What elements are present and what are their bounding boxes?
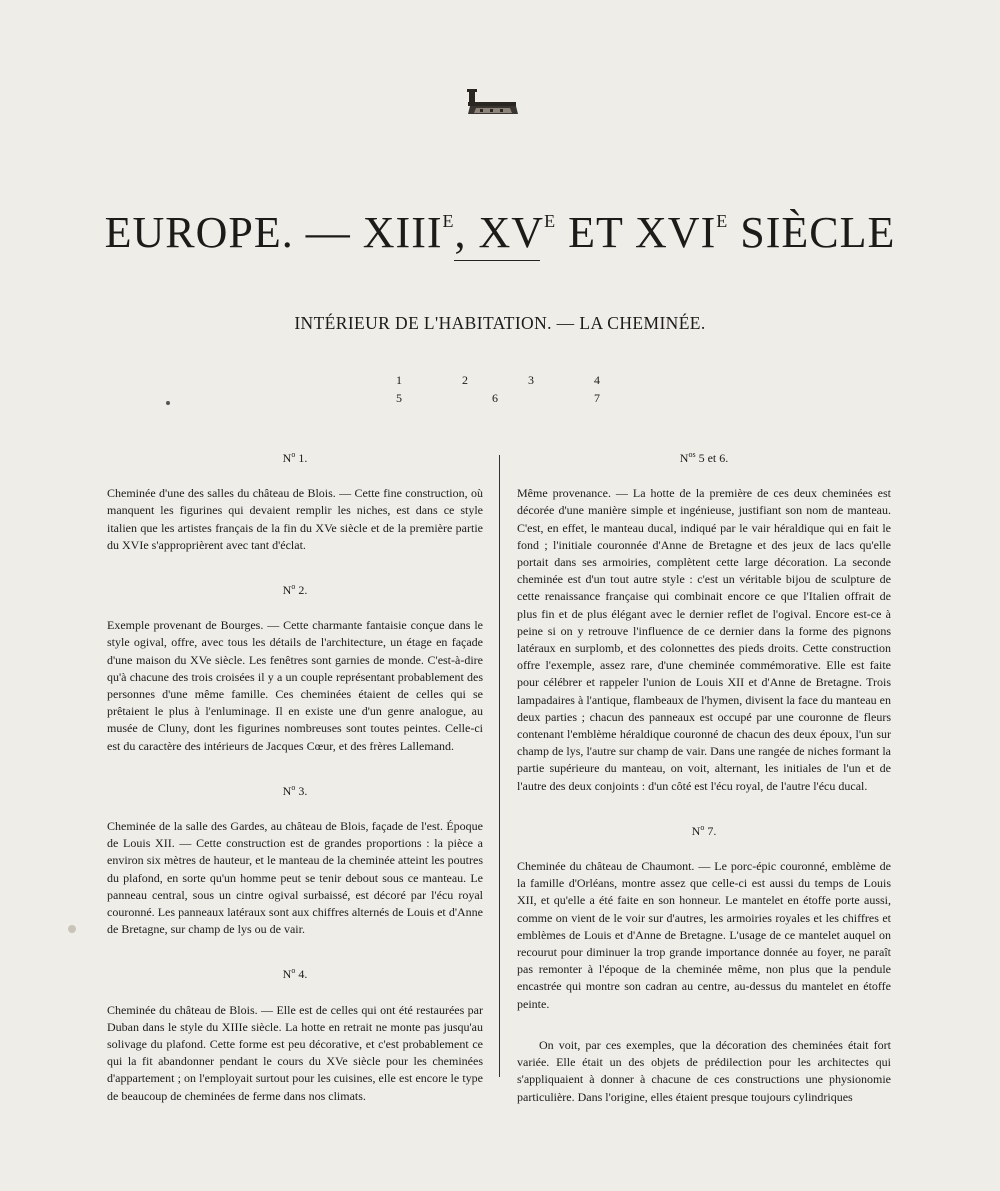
plate-number: 1 bbox=[396, 373, 402, 387]
section-heading: $N^{os}$ 5 et 6. bbox=[679, 450, 729, 465]
plate-number: 3 bbox=[528, 373, 534, 387]
section-text: Cheminée d'une des salles du château de Blois. — Cette fine construction, où manquent les figurines qui devaient remplir les niches, est dans ce style italien que les artistes français de la fin du XVe siècle et de la première partie du XVIe s'approprièrent avec tant d'éclat. bbox=[107, 486, 483, 552]
plate-number: 6 bbox=[492, 391, 498, 405]
section-text: Cheminée du château de Blois. — Elle est de celles qui ont été restaurées par Duban dans le style du XIIIe siècle. La hotte en retrait ne monte pas jusqu'au solivage du plafond. Cette forme est peu décorative, et c'est probablement ce qui la fit abandonner pendant le cours du XVe siècle pour les cheminées d'appartement ; on l'employait surtout pour les cuisines, elle est encore le type de beaucoup de cheminées de ferme dans nos climats. bbox=[107, 1002, 483, 1103]
paper-speck bbox=[68, 925, 76, 933]
plate-number: 5 bbox=[396, 391, 402, 405]
left-column bbox=[107, 446, 483, 1129]
section-text: Même provenance. — La hotte de la première de ces deux cheminées est décorée d'une manière simple et ingénieuse, justifiant son nom de manteau. C'est, en effet, le manteau ducal, indiqué par le vair héraldique qui en fait le fond ; l'initiale couronnée d'Anne de Bretagne et des jeux de lacs qu'elle portait dans ses armoiries, complètent cette large décoration. La seconde cheminée est d'un tout autre style : c'est un véritable bijou de sculpture de cette renaissance française qui combinait encore ce que l'Italien offrait de plus fin et de plus élégant avec le dernier reflet de l'ogival. Encore est-ce à peine si on y retrouve l'influence de ce dernier dans la forme des pignons latéraux en surplomb, et des colonnettes des pieds droits. Cette construction offre l'exemple, assez rare, d'une cheminée commémorative. Elle est faite pour célébrer et rappeler l'union de Louis XII et d'Anne de Bretagne. Trois lampadaires à l'antique, flambeaux de l'hymen, divisent la face du manteau en deux parties ; chacun des panneaux est occupé par une couronne de fleurs contenant l'emblème héraldique couronné de chacun des deux époux, l'un sur champ de lys, l'autre sur champ de vair. Dans une rangée de niches formant la partie supérieure du manteau, on voit, alternant, les initiales de l'un et de l'autre des deux conjoints : d'un côté est l'écu royal, de l'autre l'écu ducal. bbox=[517, 486, 891, 793]
section-heading: $N^o$ 2. bbox=[282, 582, 308, 598]
section-heading: $N^o$ 4. bbox=[282, 966, 308, 982]
right-column bbox=[517, 446, 891, 1106]
section-heading: $N^o$ 3. bbox=[282, 782, 308, 798]
plate-number: 7 bbox=[594, 391, 600, 405]
column-divider bbox=[499, 455, 500, 1077]
paper-speck bbox=[166, 401, 170, 405]
page-subtitle: INTÉRIEUR DE L'HABITATION. — LA CHEMINÉE. bbox=[294, 313, 706, 333]
plate-number: 4 bbox=[594, 373, 600, 387]
section-text: Cheminée de la salle des Gardes, au château de Blois, façade de l'est. Époque de Louis XII. — Cette construction est de grandes proportions : la pièce a environ six mètres de hauteur, et le manteau de la cheminée atteint les poutres du plafond, en sorte qu'un homme peut se tenir debout sous ce manteau. Le panneau central, sous un cintre ogival surbaissé, est décoré par l'écu royal couronné. Les panneaux latéraux sont aux chiffres alternés de Louis et d'Anne de Bretagne, sur champ de lys ou de vair. bbox=[107, 819, 483, 937]
page-title: EUROPE. — $XIII^E$, $XV^E$ ET $XVI^E$ SIÈCLE bbox=[104, 208, 896, 258]
closing-paragraph: On voit, par ces exemples, que la décoration des cheminées était fort variée. Elle était un des objets de prédilection pour les architectes qui s'appliquaient à donner à chacune de ces constructions une physionomie particulière. Dans l'origine, elles étaient presque toujours cylindriques bbox=[517, 1037, 891, 1104]
section-text: Exemple provenant de Bourges. — Cette charmante fantaisie conçue dans le style ogival, offre, avec tous les détails de l'architecture, un étage en façade d'une maison du XVe siècle. Les fenêtres sont garnies de monde. C'est-à-dire qu'à chacune des trois croisées il y a un couple représentant probablement des personnes d'une même famille. Ces cheminées étaient de celles qui se prêtaient le plus à l'enluminage. Il en existe une d'un genre analogue, au musée de Cluny, dont les figurines nombreuses sont toutes peintes. Celle-ci est du caractère des intérieurs de Jacques Cœur, et des frères Lallemand. bbox=[107, 618, 483, 753]
plate-number: 2 bbox=[462, 373, 468, 387]
section-heading: $N^o$ 1. bbox=[282, 450, 308, 465]
title-rule bbox=[454, 260, 540, 261]
section-text: Cheminée du château de Chaumont. — Le porc-épic couronné, emblème de la famille d'Orléans, montre assez que celle-ci est aussi du temps de Louis XII, et qu'elle a été faite en son honneur. Le mantelet en étoffe porte aussi, comme on vient de le voir sur d'autres, les armoiries royales et les chiffres et emblèmes de Louis et d'Anne de Bretagne. L'usage de ce mantelet auquel on recourut pour diminuer la trop grande importance donnée au foyer, ne paraît pas remonter à l'époque de la cheminée même, non plus que la pendule encastrée qui montre son cadran au centre, au-dessus du mantelet en étoffe peinte. bbox=[517, 859, 891, 1011]
section-heading: $N^o$ 7. bbox=[691, 822, 717, 838]
chimney-vignette-icon bbox=[466, 88, 520, 116]
